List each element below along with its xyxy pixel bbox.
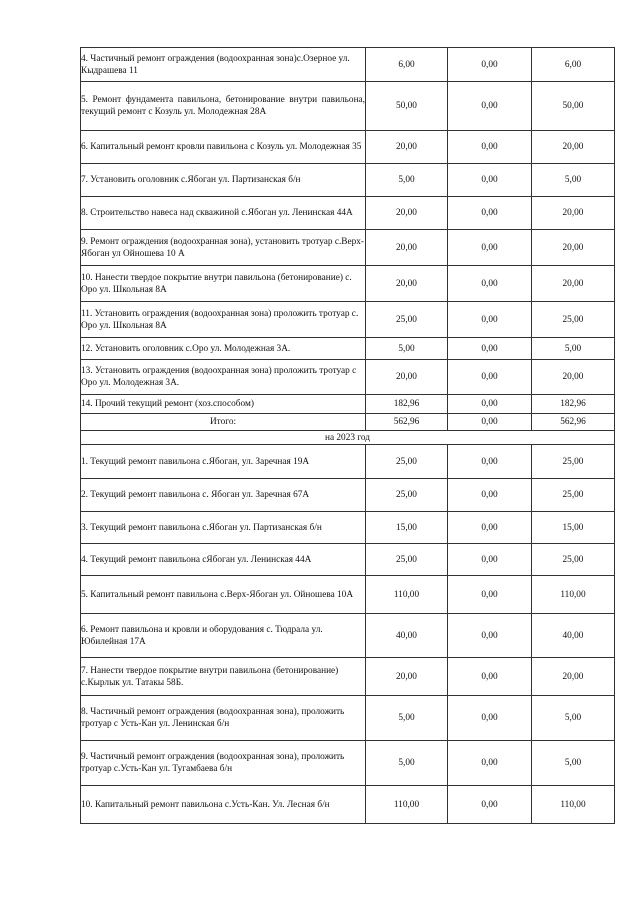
row-local: 20,00	[532, 197, 615, 230]
row-local: 25,00	[532, 302, 615, 338]
row-description: 9. Частичный ремонт ограждения (водоохранная зона), проложить тротуар с.Усть-Кан ул. Тугамбаева б/н	[81, 741, 366, 786]
row-description: 13. Установить ограждения (водоохранная зона) проложить тротуар с Оро ул. Молодежная 3А.	[81, 360, 366, 395]
table-row	[81, 360, 615, 395]
row-local: 25,00	[532, 479, 615, 512]
table-row	[81, 48, 615, 82]
row-total: 5,00	[366, 741, 448, 786]
row-federal: 0,00	[448, 302, 532, 338]
row-description: 12. Установить оголовник с.Оро ул. Молодежная 3А.	[81, 338, 366, 360]
row-local: 20,00	[532, 131, 615, 164]
row-total: 5,00	[366, 696, 448, 741]
row-local: 20,00	[532, 360, 615, 395]
table-row	[81, 82, 615, 131]
row-federal: 0,00	[448, 445, 532, 479]
row-description: 10. Нанести твердое покрытие внутри павильона (бетонирование) с. Оро ул. Школьная 8А	[81, 266, 366, 302]
row-total: 25,00	[366, 302, 448, 338]
row-total: 20,00	[366, 230, 448, 266]
row-description: 7. Нанести твердое покрытие внутри павильона (бетонирование) с.Кырлык ул. Татакы 58Б.	[81, 658, 366, 696]
row-description: 7. Установить оголовник с.Ябоган ул. Партизанская б/н	[81, 164, 366, 197]
row-total: 25,00	[366, 544, 448, 576]
table-row	[81, 197, 615, 230]
row-federal: 0,00	[448, 658, 532, 696]
table-row	[81, 786, 615, 824]
row-local: 40,00	[532, 614, 615, 658]
table-row	[81, 614, 615, 658]
table-row	[81, 131, 615, 164]
table-row	[81, 164, 615, 197]
row-federal: 0,00	[448, 338, 532, 360]
section-title-2023: на 2023 год	[81, 431, 615, 445]
row-federal: 0,00	[448, 82, 532, 131]
row-description: 5. Капитальный ремонт павильона с.Верх-Ябоган ул. Ойношева 10А	[81, 576, 366, 614]
row-description: 3. Текущий ремонт павильона с.Ябоган ул. Партизанская б/н	[81, 512, 366, 544]
row-federal: 0,00	[448, 395, 532, 414]
row-federal: 0,00	[448, 576, 532, 614]
table-row	[81, 544, 615, 576]
row-total: 40,00	[366, 614, 448, 658]
works-table	[80, 47, 615, 824]
row-federal: 0,00	[448, 544, 532, 576]
row-federal: 0,00	[448, 230, 532, 266]
row-federal: 0,00	[448, 741, 532, 786]
row-total: 5,00	[366, 338, 448, 360]
row-description: 8. Частичный ремонт ограждения (водоохранная зона), проложить тротуар с Усть-Кан ул. Ленинская б/н	[81, 696, 366, 741]
section-row	[81, 431, 615, 445]
row-local: 5,00	[532, 696, 615, 741]
row-federal: 0,00	[448, 360, 532, 395]
row-total: 20,00	[366, 197, 448, 230]
row-local: 20,00	[532, 658, 615, 696]
row-federal: 0,00	[448, 164, 532, 197]
table-row	[81, 338, 615, 360]
row-total: 5,00	[366, 164, 448, 197]
row-total: 20,00	[366, 131, 448, 164]
row-local: 110,00	[532, 576, 615, 614]
row-federal: 0,00	[448, 48, 532, 82]
row-federal: 0,00	[448, 614, 532, 658]
table-row	[81, 741, 615, 786]
row-total: 20,00	[366, 658, 448, 696]
total-sum: 562,96	[366, 414, 448, 431]
table-row	[81, 445, 615, 479]
row-local: 20,00	[532, 230, 615, 266]
row-local: 5,00	[532, 338, 615, 360]
row-local: 25,00	[532, 445, 615, 479]
row-local: 15,00	[532, 512, 615, 544]
row-federal: 0,00	[448, 512, 532, 544]
row-total: 20,00	[366, 360, 448, 395]
row-federal: 0,00	[448, 197, 532, 230]
row-description: 14. Прочий текущий ремонт (хоз.способом)	[81, 395, 366, 414]
row-federal: 0,00	[448, 786, 532, 824]
row-federal: 0,00	[448, 131, 532, 164]
table-row	[81, 696, 615, 741]
row-total: 20,00	[366, 266, 448, 302]
row-total: 15,00	[366, 512, 448, 544]
row-local: 6,00	[532, 48, 615, 82]
row-total: 25,00	[366, 479, 448, 512]
row-federal: 0,00	[448, 696, 532, 741]
total-federal: 0,00	[448, 414, 532, 431]
row-total: 6,00	[366, 48, 448, 82]
row-description: 2. Текущий ремонт павильона с. Ябоган ул. Заречная 67А	[81, 479, 366, 512]
table-row	[81, 266, 615, 302]
row-description: 6. Ремонт павильона и кровли и оборудования с. Тюдрала ул. Юбилейная 17А	[81, 614, 366, 658]
row-federal: 0,00	[448, 479, 532, 512]
total-label: Итого:	[81, 414, 366, 431]
row-description: 9. Ремонт ограждения (водоохранная зона), установить тротуар с.Верх-Ябоган ул Ойношева 10 А	[81, 230, 366, 266]
table-row	[81, 302, 615, 338]
table-row	[81, 479, 615, 512]
row-description: 6. Капитальный ремонт кровли павильона с Козуль ул. Молодежная 35	[81, 131, 366, 164]
row-local: 20,00	[532, 266, 615, 302]
total-local: 562,96	[532, 414, 615, 431]
row-local: 50,00	[532, 82, 615, 131]
table-row	[81, 395, 615, 414]
row-description: 4. Текущий ремонт павильона сЯбоган ул. Ленинская 44А	[81, 544, 366, 576]
row-local: 5,00	[532, 164, 615, 197]
table-row	[81, 576, 615, 614]
row-description: 11. Установить ограждения (водоохранная зона) проложить тротуар с. Оро ул. Школьная 8А	[81, 302, 366, 338]
row-local: 110,00	[532, 786, 615, 824]
row-description: 5. Ремонт фундамента павильона, бетонирование внутри павильона, текущий ремонт с Козуль ул. Молодежная 28А	[81, 82, 366, 131]
row-total: 110,00	[366, 576, 448, 614]
total-row	[81, 414, 615, 431]
row-description: 1. Текущий ремонт павильона с.Ябоган, ул. Заречная 19А	[81, 445, 366, 479]
row-total: 110,00	[366, 786, 448, 824]
row-description: 4. Частичный ремонт ограждения (водоохранная зона)с.Озерное ул. Кыдрашева 11	[81, 48, 366, 82]
row-description: 10. Капитальный ремонт павильона с.Усть-Кан. Ул. Лесная б/н	[81, 786, 366, 824]
table-row	[81, 658, 615, 696]
row-description: 8. Строительство навеса над скважиной с.Ябоган ул. Ленинская 44А	[81, 197, 366, 230]
row-total: 50,00	[366, 82, 448, 131]
table-row	[81, 512, 615, 544]
table-row	[81, 230, 615, 266]
row-total: 182,96	[366, 395, 448, 414]
row-local: 5,00	[532, 741, 615, 786]
row-federal: 0,00	[448, 266, 532, 302]
row-local: 182,96	[532, 395, 615, 414]
row-local: 25,00	[532, 544, 615, 576]
row-total: 25,00	[366, 445, 448, 479]
